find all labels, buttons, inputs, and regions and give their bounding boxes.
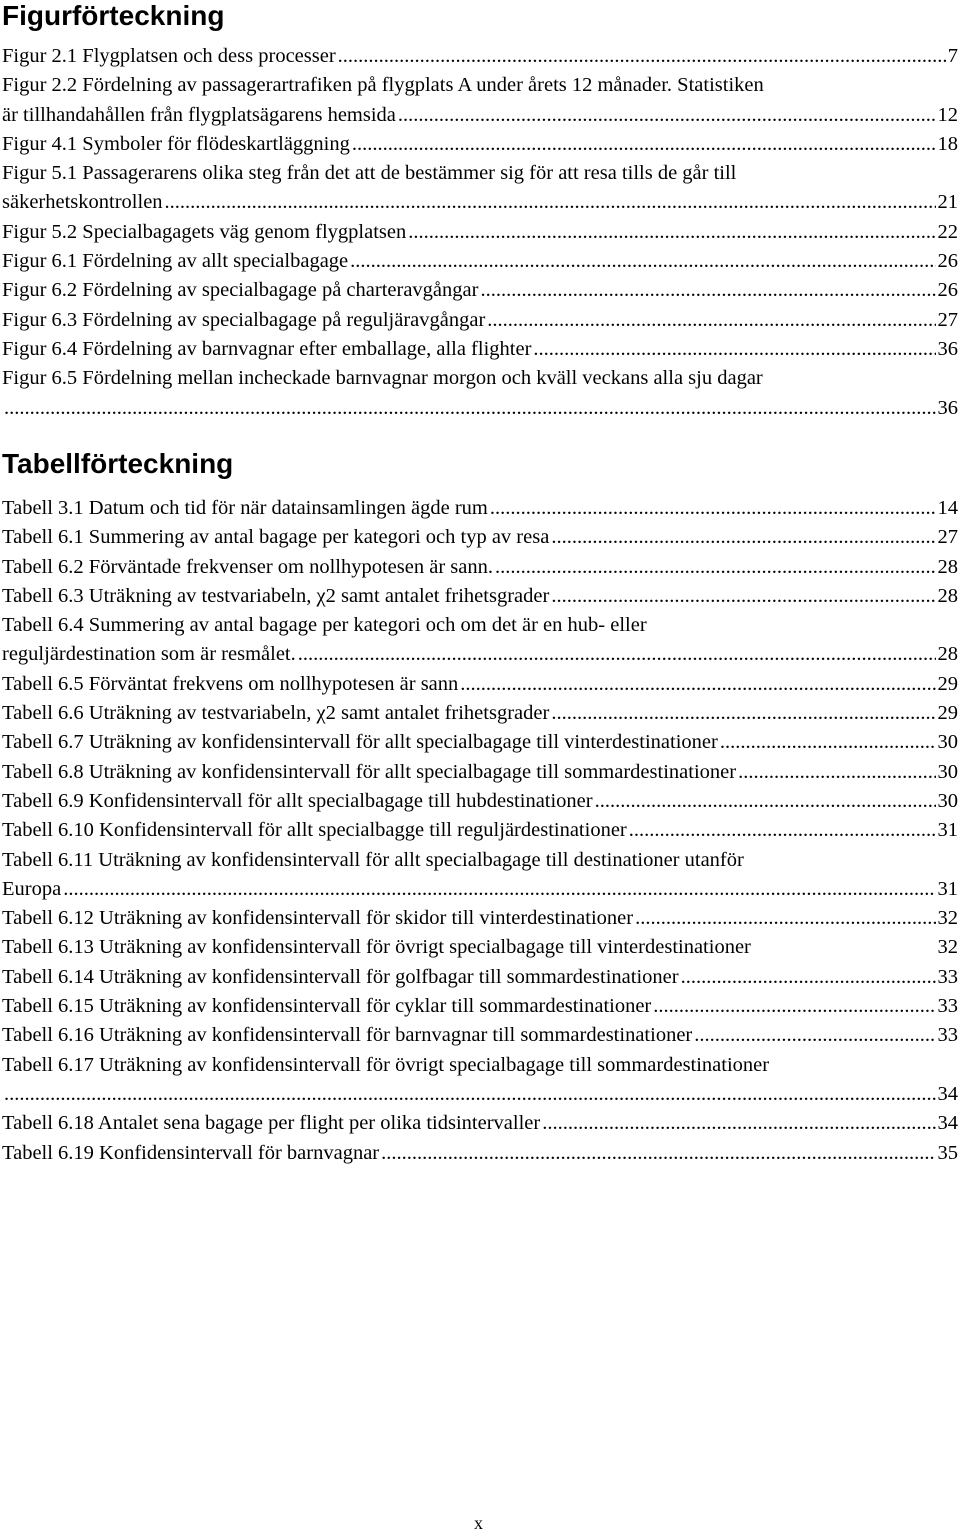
entry-title-line: Figur 6.5 Fördelning mellan incheckade barnvagnar morgon och kväll veckans alla sju dagar (2, 367, 763, 390)
figure-list-item[interactable] (2, 306, 958, 335)
entry-page-number: 27 (937, 308, 958, 331)
figure-list-item[interactable] (2, 130, 958, 159)
entry-title: reguljärdestination som är resmålet. (2, 643, 296, 666)
entry-title-line: Figur 5.1 Passagerarens olika steg från det att de bestämmer sig för att resa tills de går till (2, 162, 737, 185)
figure-list-heading: Figurförteckning (2, 0, 225, 31)
dot-leader (487, 306, 935, 335)
entry-title: säkerhetskontrollen (2, 191, 163, 214)
entry-title: Tabell 6.14 Uträkning av konfidensintervall för golfbagar till sommardestinationer (2, 965, 679, 988)
entry-title: Tabell 3.1 Datum och tid för när datainsamlingen ägde rum (2, 497, 488, 519)
entry-page-number: 29 (937, 672, 958, 695)
dot-leader (381, 1139, 935, 1168)
table-list-item[interactable] (2, 553, 958, 582)
entry-page-number: 14 (937, 497, 958, 519)
entry-page-number: 18 (937, 132, 958, 155)
table-list-item[interactable] (2, 933, 958, 962)
entry-page-number: 36 (937, 337, 958, 360)
entry-title: är tillhandahållen från flygplatsägarens hemsida (2, 103, 396, 126)
entry-page-number: 34 (937, 1112, 958, 1135)
dot-leader (551, 582, 935, 611)
entry-title: Tabell 6.12 Uträkning av konfidensintervall för skidor till vinterdestinationer (2, 907, 634, 930)
figure-list (2, 42, 958, 423)
dot-leader (398, 101, 936, 130)
dot-leader (653, 992, 935, 1021)
entry-page-number: 26 (937, 279, 958, 302)
dot-leader (298, 640, 936, 669)
entry-page-number: 31 (937, 877, 958, 900)
entry-title: Tabell 6.16 Uträkning av konfidensintervall för barnvagnar till sommardestinationer (2, 1024, 693, 1047)
dot-leader (533, 335, 935, 364)
table-list-item[interactable] (2, 846, 958, 905)
entry-page-number: 34 (937, 1082, 958, 1105)
dot-leader (720, 728, 936, 757)
dot-leader (738, 758, 935, 787)
dot-leader (551, 699, 935, 728)
table-list-item[interactable] (2, 758, 958, 787)
table-list-heading: Tabellförteckning (2, 448, 234, 479)
table-list (2, 494, 958, 1168)
entry-page-number: 29 (937, 702, 958, 725)
table-list-item[interactable] (2, 816, 958, 845)
entry-title: Figur 5.2 Specialbagagets väg genom flygplatsen (2, 220, 407, 243)
entry-title: Tabell 6.5 Förväntat frekvens om nollhypotesen är sann (2, 672, 459, 695)
entry-title: Tabell 6.13 Uträkning av konfidensintervall för övrigt specialbagage till vinterdestinationer (2, 936, 751, 959)
dot-leader (635, 904, 935, 933)
table-list-item[interactable] (2, 904, 958, 933)
figure-list-item[interactable] (2, 71, 958, 130)
entry-title-line: Tabell 6.4 Summering av antal bagage per kategori och om det är en hub- eller (2, 614, 647, 637)
entry-page-number: 30 (937, 789, 958, 812)
entry-page-number: 30 (937, 760, 958, 783)
entry-page-number: 7 (947, 45, 958, 67)
entry-title: Figur 4.1 Symboler för flödeskartläggning (2, 132, 350, 155)
dot-leader (63, 875, 935, 904)
dot-leader (629, 816, 936, 845)
entry-title: Tabell 6.15 Uträkning av konfidensintervall för cyklar till sommardestinationer (2, 995, 652, 1018)
entry-page-number: 28 (937, 555, 958, 578)
entry-page-number: 33 (937, 1024, 958, 1047)
entry-title: Tabell 6.2 Förväntade frekvenser om nollhypotesen är sann. (2, 555, 493, 578)
entry-page-number: 31 (937, 819, 958, 842)
table-list-item[interactable] (2, 582, 958, 611)
entry-title: Figur 6.3 Fördelning av specialbagage på reguljäravgångar (2, 308, 486, 331)
entry-title: Europa (2, 877, 62, 900)
dot-leader (338, 42, 946, 71)
entry-title-line: Figur 2.2 Fördelning av passagerartrafiken på flygplats A under årets 12 månader. Statistiken (2, 74, 764, 97)
table-list-item[interactable] (2, 728, 958, 757)
table-list-item[interactable] (2, 787, 958, 816)
table-list-item[interactable] (2, 611, 958, 670)
dot-leader (165, 188, 936, 217)
entry-page-number: 12 (937, 103, 958, 126)
table-list-item[interactable] (2, 494, 958, 523)
entry-page-number: 32 (937, 907, 958, 930)
entry-title: Tabell 6.3 Uträkning av testvariabeln, χ2 samt antalet frihetsgrader (2, 584, 550, 607)
dot-leader (4, 1080, 936, 1109)
dot-leader (350, 247, 935, 276)
entry-page-number: 28 (937, 643, 958, 666)
dot-leader (551, 523, 935, 552)
entry-title: Figur 6.2 Fördelning av specialbagage på charteravgångar (2, 279, 479, 302)
dot-leader (694, 1021, 935, 1050)
entry-title: Tabell 6.7 Uträkning av konfidensintervall för allt specialbagage till vinterdestinationer (2, 731, 718, 754)
entry-title: Figur 6.4 Fördelning av barnvagnar efter emballage, alla flighter (2, 337, 532, 360)
entry-title: Tabell 6.18 Antalet sena bagage per flight per olika tidsintervaller (2, 1112, 541, 1135)
figure-list-item[interactable] (2, 276, 958, 305)
table-list-item[interactable] (2, 1051, 958, 1110)
entry-title: Tabell 6.19 Konfidensintervall för barnvagnar (2, 1141, 380, 1164)
table-list-item[interactable] (2, 670, 958, 699)
dot-leader (480, 276, 935, 305)
entry-title: Tabell 6.1 Summering av antal bagage per kategori och typ av resa (2, 526, 550, 549)
entry-title: Tabell 6.6 Uträkning av testvariabeln, χ2 samt antalet frihetsgrader (2, 702, 550, 725)
entry-page-number: 33 (937, 965, 958, 988)
table-list-item[interactable] (2, 992, 958, 1021)
entry-page-number: 21 (937, 191, 958, 214)
entry-page-number: 26 (937, 250, 958, 273)
entry-title: Tabell 6.9 Konfidensintervall för allt specialbagage till hubdestinationer (2, 789, 593, 812)
entry-page-number: 33 (937, 995, 958, 1018)
entry-page-number: 28 (937, 584, 958, 607)
entry-title: Figur 6.1 Fördelning av allt specialbagage (2, 250, 349, 273)
entry-title-line: Tabell 6.17 Uträkning av konfidensintervall för övrigt specialbagage till sommardestinationer (2, 1053, 770, 1076)
entry-page-number: 30 (937, 731, 958, 754)
figure-list-item[interactable] (2, 42, 958, 71)
dot-leader (408, 218, 935, 247)
figure-list-item[interactable] (2, 159, 958, 218)
table-list-item[interactable] (2, 1139, 958, 1168)
table-list-item[interactable] (2, 1109, 958, 1138)
entry-page-number: 27 (937, 526, 958, 549)
entry-page-number: 36 (937, 396, 958, 419)
table-list-item[interactable] (2, 699, 958, 728)
table-list-item[interactable] (2, 523, 958, 552)
figure-list-item[interactable] (2, 364, 958, 423)
figure-list-item[interactable] (2, 335, 958, 364)
entry-page-number: 22 (937, 220, 958, 243)
entry-page-number: 32 (937, 936, 958, 959)
dot-leader (460, 670, 935, 699)
figure-list-item[interactable] (2, 247, 958, 276)
dot-leader (681, 963, 936, 992)
table-list-item[interactable] (2, 963, 958, 992)
page-number: x (474, 1513, 483, 1533)
table-list-item[interactable] (2, 1021, 958, 1050)
entry-title: Tabell 6.10 Konfidensintervall för allt specialbagge till reguljärdestinationer (2, 819, 627, 842)
dot-leader (4, 394, 936, 423)
entry-page-number: 35 (937, 1141, 958, 1164)
dot-leader (495, 553, 936, 582)
dot-leader (352, 130, 936, 159)
dot-leader (542, 1109, 935, 1138)
entry-title-line: Tabell 6.11 Uträkning av konfidensintervall för allt specialbagage till destinationer utanför (2, 848, 744, 871)
figure-list-item[interactable] (2, 218, 958, 247)
entry-title: Figur 2.1 Flygplatsen och dess processer (2, 45, 336, 67)
dot-leader (490, 494, 936, 523)
dot-leader (595, 787, 936, 816)
entry-title: Tabell 6.8 Uträkning av konfidensintervall för allt specialbagage till sommardestinationer (2, 760, 737, 783)
